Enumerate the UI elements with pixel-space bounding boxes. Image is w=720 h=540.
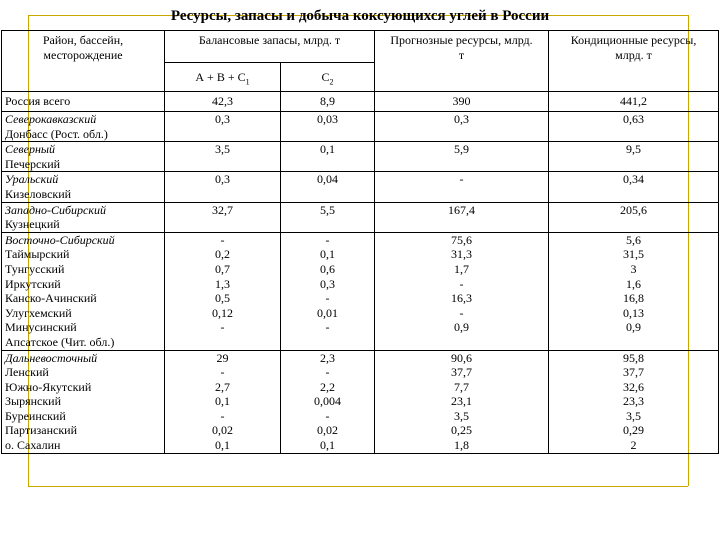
header-region-line-1: Район, бассейн, xyxy=(42,33,124,47)
table-row xyxy=(2,232,719,350)
value: - xyxy=(325,408,330,423)
conditional-cell xyxy=(549,172,719,202)
deposit-name: Партизанский xyxy=(5,423,77,438)
total-c2: 8,9 xyxy=(281,92,375,112)
value: 2 xyxy=(630,438,637,453)
value: 0,5 xyxy=(215,291,230,306)
region-cell xyxy=(2,232,165,350)
table-row xyxy=(2,172,719,202)
value: 3 xyxy=(630,261,637,276)
value: 0,9 xyxy=(454,320,470,335)
value: 0,1 xyxy=(215,438,230,453)
value: 23,1 xyxy=(451,394,473,409)
value: - xyxy=(325,291,330,306)
value: 9,5 xyxy=(626,142,642,157)
table-row xyxy=(2,112,719,142)
value: 37,7 xyxy=(451,365,473,380)
value: 0,12 xyxy=(212,305,233,320)
value: 0,63 xyxy=(623,112,645,126)
value: 75,6 xyxy=(451,232,473,247)
conditional-cell xyxy=(549,202,719,232)
abc-cell xyxy=(165,232,281,350)
value: 0,2 xyxy=(215,247,230,262)
header-conditional-line-2: млрд. т xyxy=(615,47,652,62)
forecast-cell xyxy=(375,232,549,350)
header-forecast-line-2: т xyxy=(458,47,465,62)
value: 7,7 xyxy=(454,379,470,394)
deposit-name: Минусинский xyxy=(5,320,77,335)
c2-cell xyxy=(281,350,375,453)
value: 205,6 xyxy=(620,202,648,217)
header-balance-reserves: Балансовые запасы, млрд. т xyxy=(165,31,375,63)
value: 2,2 xyxy=(320,379,335,394)
value: 0,03 xyxy=(317,112,338,126)
header-c2 xyxy=(281,62,375,91)
forecast-cell xyxy=(375,112,549,142)
value: 0,3 xyxy=(215,172,230,187)
value: 5,6 xyxy=(626,232,642,247)
header-abc xyxy=(165,62,281,91)
header-conditional-resources xyxy=(549,31,719,92)
header-c2-subscript: 2 xyxy=(329,77,334,87)
table-row xyxy=(2,202,719,232)
abc-cell xyxy=(165,112,281,142)
value: 0,1 xyxy=(320,247,335,262)
region-name: Дальневосточный xyxy=(5,350,98,365)
value: 5,5 xyxy=(320,202,335,217)
abc-cell xyxy=(165,142,281,172)
value: 0,25 xyxy=(451,423,473,438)
value: - xyxy=(220,320,225,335)
value: 0,13 xyxy=(623,305,645,320)
value: 1,3 xyxy=(215,276,230,291)
region-name: Северокавказский xyxy=(5,112,97,126)
region-cell xyxy=(2,112,165,142)
value: 3,5 xyxy=(215,142,230,157)
value: 16,3 xyxy=(451,291,473,306)
value: 0,1 xyxy=(215,394,230,409)
conditional-cell xyxy=(549,142,719,172)
header-abc-label: А + В + С xyxy=(195,70,246,85)
c2-cell xyxy=(281,142,375,172)
region-name: Северный xyxy=(5,142,56,157)
deposit-name: Улугхемский xyxy=(5,305,72,320)
total-forecast: 390 xyxy=(375,92,549,112)
value: 0,01 xyxy=(317,305,338,320)
value: 32,7 xyxy=(212,202,233,217)
value: 0,6 xyxy=(320,261,335,276)
forecast-cell xyxy=(375,202,549,232)
forecast-cell xyxy=(375,350,549,453)
table-row xyxy=(2,350,719,453)
value: 1,8 xyxy=(454,438,470,453)
conditional-cell xyxy=(549,232,719,350)
region-cell xyxy=(2,172,165,202)
value: 0,004 xyxy=(314,394,341,409)
value: 29 xyxy=(216,350,229,365)
value: 167,4 xyxy=(448,202,476,217)
value: - xyxy=(325,320,330,335)
deposit-name: Таймырский xyxy=(5,247,70,262)
deposit-name: Зырянский xyxy=(5,394,62,409)
total-conditional: 441,2 xyxy=(549,92,719,112)
value: 0,9 xyxy=(626,320,642,335)
c2-cell xyxy=(281,112,375,142)
value: - xyxy=(459,305,464,320)
deposit-name: Южно-Якутский xyxy=(5,379,92,394)
value: 37,7 xyxy=(623,365,645,380)
region-name: Восточно-Сибирский xyxy=(5,232,115,247)
c2-cell xyxy=(281,232,375,350)
value: 0,3 xyxy=(454,112,470,126)
table-row-total xyxy=(2,92,719,112)
table-row xyxy=(2,142,719,172)
value: 1,7 xyxy=(454,261,470,276)
value: 3,5 xyxy=(454,408,470,423)
header-abc-subscript: 1 xyxy=(245,77,250,87)
deposit-name: Тунгусский xyxy=(5,261,65,276)
value: 16,8 xyxy=(623,291,645,306)
region-cell xyxy=(2,350,165,453)
total-name: Россия всего xyxy=(2,92,165,112)
abc-cell xyxy=(165,172,281,202)
value: 31,3 xyxy=(451,247,473,262)
header-conditional-line-1: Кондиционные ресурсы, xyxy=(570,33,697,47)
deposit-name: Канско-Ачинский xyxy=(5,291,97,306)
header-region-line-2: месторождение xyxy=(43,47,123,62)
value: 0,7 xyxy=(215,261,230,276)
deposit-name: Иркутский xyxy=(5,276,61,291)
forecast-cell xyxy=(375,172,549,202)
abc-cell xyxy=(165,202,281,232)
value: - xyxy=(325,365,330,380)
header-forecast-line-1: Прогнозные ресурсы, млрд. xyxy=(390,33,533,47)
region-name: Уральский xyxy=(5,172,59,187)
deposit-name: Кизеловский xyxy=(5,186,72,201)
value: 2,3 xyxy=(320,350,335,365)
conditional-cell xyxy=(549,112,719,142)
forecast-cell xyxy=(375,142,549,172)
value: 0,29 xyxy=(623,423,645,438)
deposit-name: Печерский xyxy=(5,156,61,171)
value: 90,6 xyxy=(451,350,473,365)
value: - xyxy=(459,172,464,187)
abc-cell xyxy=(165,350,281,453)
c2-cell xyxy=(281,202,375,232)
deposit-name: Апсатское (Чит. обл.) xyxy=(5,334,115,349)
value: 1,6 xyxy=(626,276,642,291)
region-name: Западно-Сибирский xyxy=(5,202,106,217)
deposit-name: Ленский xyxy=(5,365,49,380)
header-c2-label: С xyxy=(321,70,330,85)
header-forecast-resources xyxy=(375,31,549,92)
page-title: Ресурсы, запасы и добыча коксующихся углей в России xyxy=(170,8,550,24)
slide-frame-bottom xyxy=(28,486,688,487)
deposit-name: Кузнецкий xyxy=(5,217,60,232)
value: - xyxy=(220,365,225,380)
value: 2,7 xyxy=(215,379,230,394)
value: 0,3 xyxy=(320,276,335,291)
value: 3,5 xyxy=(626,408,642,423)
value: - xyxy=(325,232,330,247)
total-abc: 42,3 xyxy=(165,92,281,112)
deposit-name: о. Сахалин xyxy=(5,438,61,453)
value: 0,34 xyxy=(623,172,645,187)
value: 95,8 xyxy=(623,350,645,365)
value: 0,3 xyxy=(215,112,230,126)
value: - xyxy=(220,232,225,247)
value: - xyxy=(220,408,225,423)
coal-resources-table xyxy=(1,30,719,454)
deposit-name: Буреинский xyxy=(5,408,66,423)
header-region xyxy=(2,31,165,92)
value: 5,9 xyxy=(454,142,470,157)
value: - xyxy=(459,276,464,291)
deposit-name: Донбасс (Рост. обл.) xyxy=(5,126,108,141)
value: 32,6 xyxy=(623,379,645,394)
value: 0,02 xyxy=(317,423,338,438)
value: 0,04 xyxy=(317,172,338,187)
conditional-cell xyxy=(549,350,719,453)
region-cell xyxy=(2,142,165,172)
value: 23,3 xyxy=(623,394,645,409)
region-cell xyxy=(2,202,165,232)
value: 0,02 xyxy=(212,423,233,438)
value: 0,1 xyxy=(320,438,335,453)
value: 31,5 xyxy=(623,247,645,262)
value: 0,1 xyxy=(320,142,335,157)
c2-cell xyxy=(281,172,375,202)
